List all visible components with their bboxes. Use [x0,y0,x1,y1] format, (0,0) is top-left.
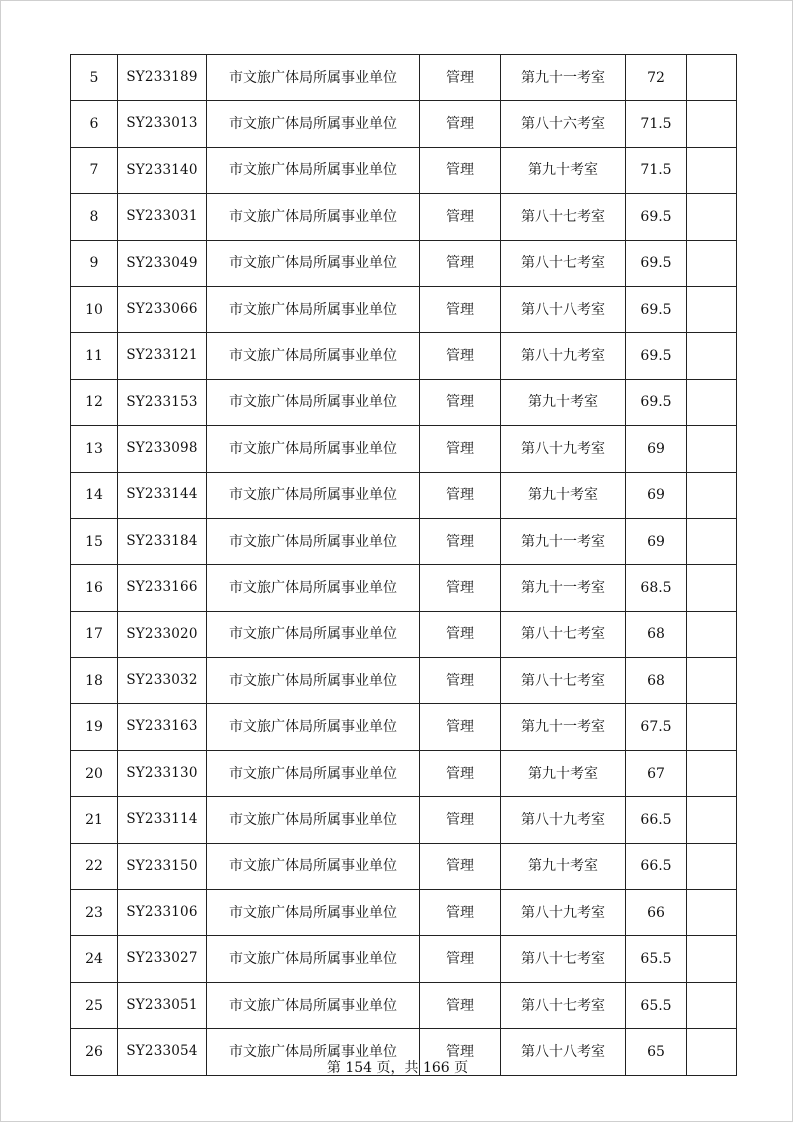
cell-sequence-number: 14 [71,472,118,518]
cell-score: 69 [626,518,687,564]
cell-score: 69.5 [626,194,687,240]
cell-remark [687,147,737,193]
cell-sequence-number: 24 [71,936,118,982]
cell-position-category: 管理 [420,565,501,611]
cell-candidate-id: SY233020 [118,611,207,657]
cell-position-category: 管理 [420,240,501,286]
cell-score: 67.5 [626,704,687,750]
table-row [71,194,737,240]
page-number-footer: 第 154 页，共 166 页 [326,1060,469,1076]
cell-remark [687,982,737,1028]
cell-employer-unit: 市文旅广体局所属事业单位 [207,240,420,286]
cell-candidate-id: SY233013 [118,101,207,147]
cell-employer-unit: 市文旅广体局所属事业单位 [207,704,420,750]
cell-exam-room: 第八十七考室 [501,611,626,657]
cell-candidate-id: SY233051 [118,982,207,1028]
cell-score: 69.5 [626,286,687,332]
cell-employer-unit: 市文旅广体局所属事业单位 [207,379,420,425]
cell-sequence-number: 8 [71,194,118,240]
cell-exam-room: 第八十九考室 [501,890,626,936]
cell-employer-unit: 市文旅广体局所属事业单位 [207,658,420,704]
cell-employer-unit: 市文旅广体局所属事业单位 [207,843,420,889]
cell-remark [687,797,737,843]
cell-score: 68 [626,611,687,657]
cell-position-category: 管理 [420,1029,501,1075]
table-row [71,101,737,147]
cell-employer-unit: 市文旅广体局所属事业单位 [207,101,420,147]
cell-remark [687,843,737,889]
cell-candidate-id: SY233150 [118,843,207,889]
cell-candidate-id: SY233153 [118,379,207,425]
cell-exam-room: 第九十一考室 [501,704,626,750]
cell-sequence-number: 17 [71,611,118,657]
cell-candidate-id: SY233098 [118,426,207,472]
cell-score: 71.5 [626,147,687,193]
cell-remark [687,286,737,332]
table-row [71,797,737,843]
table-row [71,55,737,101]
table-row [71,518,737,564]
cell-remark [687,101,737,147]
results-table-body [71,55,737,1076]
table-row [71,890,737,936]
cell-employer-unit: 市文旅广体局所属事业单位 [207,1029,420,1075]
cell-score: 68.5 [626,565,687,611]
cell-score: 65.5 [626,936,687,982]
cell-employer-unit: 市文旅广体局所属事业单位 [207,194,420,240]
table-row [71,843,737,889]
cell-score: 71.5 [626,101,687,147]
cell-score: 69 [626,472,687,518]
cell-sequence-number: 16 [71,565,118,611]
cell-remark [687,936,737,982]
table-row [71,147,737,193]
table-row [71,750,737,796]
table-row [71,426,737,472]
cell-exam-room: 第九十考室 [501,147,626,193]
cell-exam-room: 第九十考室 [501,843,626,889]
cell-sequence-number: 18 [71,658,118,704]
cell-score: 69.5 [626,333,687,379]
cell-candidate-id: SY233144 [118,472,207,518]
cell-remark [687,611,737,657]
cell-exam-room: 第八十七考室 [501,240,626,286]
cell-position-category: 管理 [420,55,501,101]
cell-employer-unit: 市文旅广体局所属事业单位 [207,426,420,472]
cell-sequence-number: 7 [71,147,118,193]
cell-score: 72 [626,55,687,101]
cell-exam-room: 第九十考室 [501,379,626,425]
cell-remark [687,565,737,611]
cell-remark [687,240,737,286]
cell-candidate-id: SY233184 [118,518,207,564]
cell-employer-unit: 市文旅广体局所属事业单位 [207,611,420,657]
cell-position-category: 管理 [420,658,501,704]
cell-employer-unit: 市文旅广体局所属事业单位 [207,936,420,982]
cell-exam-room: 第八十八考室 [501,1029,626,1075]
cell-score: 65 [626,1029,687,1075]
cell-score: 65.5 [626,982,687,1028]
cell-sequence-number: 9 [71,240,118,286]
cell-candidate-id: SY233054 [118,1029,207,1075]
cell-position-category: 管理 [420,704,501,750]
cell-score: 67 [626,750,687,796]
cell-sequence-number: 21 [71,797,118,843]
table-row [71,472,737,518]
cell-exam-room: 第九十考室 [501,472,626,518]
cell-score: 66 [626,890,687,936]
cell-sequence-number: 23 [71,890,118,936]
cell-sequence-number: 22 [71,843,118,889]
cell-remark [687,890,737,936]
cell-candidate-id: SY233140 [118,147,207,193]
cell-employer-unit: 市文旅广体局所属事业单位 [207,750,420,796]
cell-employer-unit: 市文旅广体局所属事业单位 [207,55,420,101]
cell-position-category: 管理 [420,194,501,240]
cell-score: 69.5 [626,379,687,425]
cell-position-category: 管理 [420,333,501,379]
cell-exam-room: 第八十九考室 [501,426,626,472]
cell-remark [687,55,737,101]
cell-employer-unit: 市文旅广体局所属事业单位 [207,286,420,332]
cell-position-category: 管理 [420,518,501,564]
table-row [71,936,737,982]
cell-position-category: 管理 [420,286,501,332]
cell-remark [687,704,737,750]
cell-candidate-id: SY233049 [118,240,207,286]
cell-candidate-id: SY233032 [118,658,207,704]
cell-employer-unit: 市文旅广体局所属事业单位 [207,333,420,379]
cell-candidate-id: SY233066 [118,286,207,332]
cell-exam-room: 第八十七考室 [501,936,626,982]
cell-score: 66.5 [626,797,687,843]
cell-position-category: 管理 [420,936,501,982]
cell-sequence-number: 5 [71,55,118,101]
cell-position-category: 管理 [420,147,501,193]
cell-exam-room: 第九十一考室 [501,55,626,101]
cell-employer-unit: 市文旅广体局所属事业单位 [207,982,420,1028]
cell-position-category: 管理 [420,472,501,518]
cell-position-category: 管理 [420,426,501,472]
cell-employer-unit: 市文旅广体局所属事业单位 [207,890,420,936]
cell-position-category: 管理 [420,379,501,425]
cell-position-category: 管理 [420,843,501,889]
cell-score: 66.5 [626,843,687,889]
cell-candidate-id: SY233106 [118,890,207,936]
table-row [71,611,737,657]
cell-remark [687,333,737,379]
cell-position-category: 管理 [420,611,501,657]
table-row [71,565,737,611]
cell-sequence-number: 20 [71,750,118,796]
cell-candidate-id: SY233121 [118,333,207,379]
cell-position-category: 管理 [420,797,501,843]
cell-sequence-number: 26 [71,1029,118,1075]
table-row [71,982,737,1028]
cell-sequence-number: 6 [71,101,118,147]
cell-employer-unit: 市文旅广体局所属事业单位 [207,147,420,193]
cell-sequence-number: 15 [71,518,118,564]
cell-position-category: 管理 [420,982,501,1028]
cell-exam-room: 第九十一考室 [501,518,626,564]
cell-remark [687,379,737,425]
cell-employer-unit: 市文旅广体局所属事业单位 [207,797,420,843]
cell-remark [687,658,737,704]
cell-score: 68 [626,658,687,704]
cell-candidate-id: SY233166 [118,565,207,611]
cell-sequence-number: 11 [71,333,118,379]
cell-exam-room: 第八十七考室 [501,658,626,704]
table-row [71,704,737,750]
table-row [71,658,737,704]
table-row [71,286,737,332]
cell-employer-unit: 市文旅广体局所属事业单位 [207,565,420,611]
cell-employer-unit: 市文旅广体局所属事业单位 [207,518,420,564]
cell-remark [687,750,737,796]
cell-exam-room: 第八十七考室 [501,982,626,1028]
cell-candidate-id: SY233163 [118,704,207,750]
table-row [71,333,737,379]
cell-employer-unit: 市文旅广体局所属事业单位 [207,472,420,518]
cell-candidate-id: SY233114 [118,797,207,843]
cell-candidate-id: SY233189 [118,55,207,101]
cell-remark [687,194,737,240]
cell-exam-room: 第九十考室 [501,750,626,796]
cell-exam-room: 第八十九考室 [501,333,626,379]
cell-candidate-id: SY233130 [118,750,207,796]
cell-score: 69 [626,426,687,472]
table-row [71,379,737,425]
cell-position-category: 管理 [420,890,501,936]
cell-score: 69.5 [626,240,687,286]
cell-exam-room: 第八十九考室 [501,797,626,843]
cell-sequence-number: 12 [71,379,118,425]
cell-remark [687,426,737,472]
cell-remark [687,472,737,518]
cell-sequence-number: 10 [71,286,118,332]
cell-position-category: 管理 [420,101,501,147]
cell-sequence-number: 13 [71,426,118,472]
cell-candidate-id: SY233031 [118,194,207,240]
cell-candidate-id: SY233027 [118,936,207,982]
cell-exam-room: 第八十八考室 [501,286,626,332]
cell-sequence-number: 25 [71,982,118,1028]
cell-remark [687,518,737,564]
cell-position-category: 管理 [420,750,501,796]
cell-exam-room: 第八十六考室 [501,101,626,147]
table-row [71,240,737,286]
cell-exam-room: 第八十七考室 [501,194,626,240]
cell-exam-room: 第九十一考室 [501,565,626,611]
results-table [70,54,737,1076]
cell-sequence-number: 19 [71,704,118,750]
